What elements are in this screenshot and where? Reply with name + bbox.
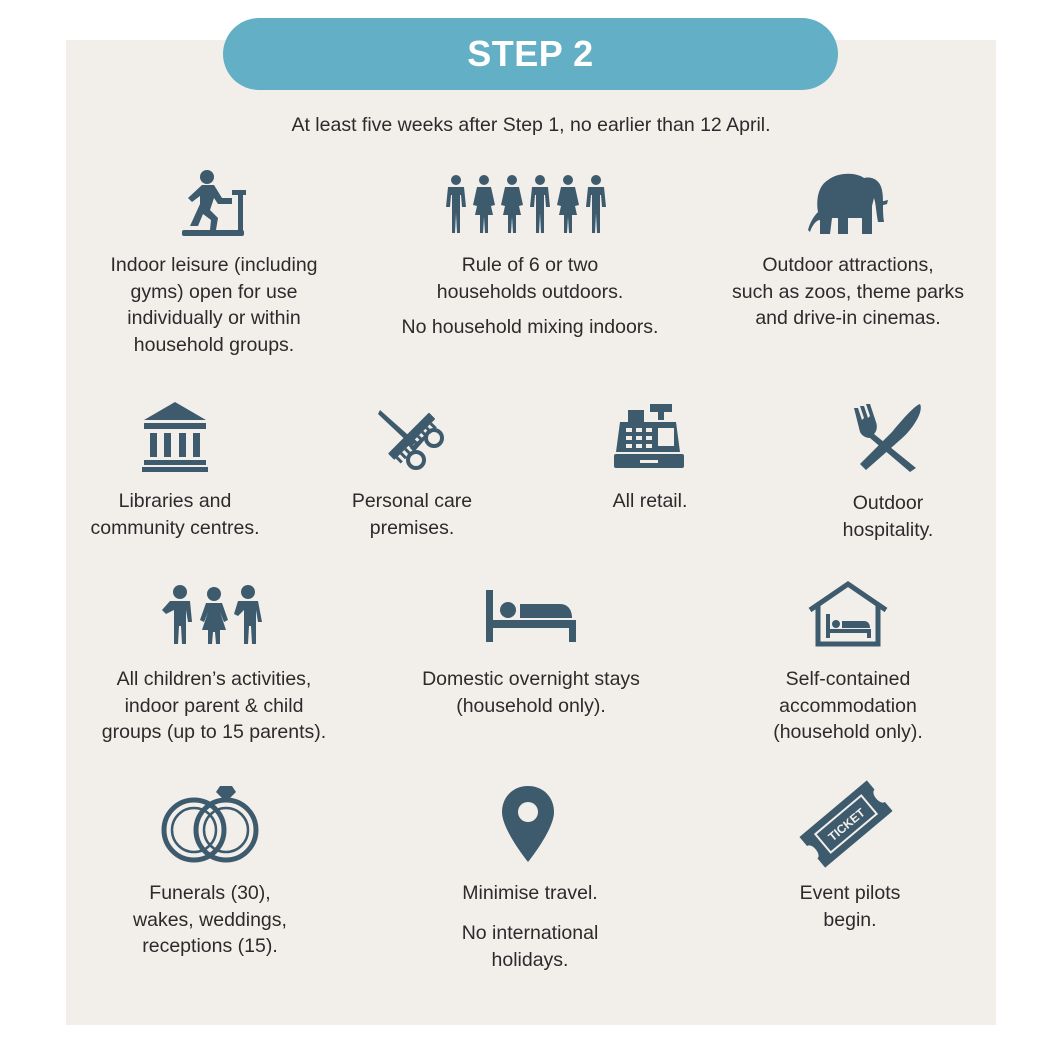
fork-knife-icon (852, 402, 924, 472)
item-line: (household only). (773, 721, 923, 743)
item-line: gyms) open for use (130, 280, 298, 303)
item-event-pilots (740, 776, 960, 936)
item-childrens-activities (74, 584, 354, 754)
subtitle: At least five weeks after Step 1, no earlier than 12 April. (291, 114, 771, 136)
item-line: begin. (823, 908, 877, 931)
item-line: (household only). (456, 694, 606, 717)
six-people-icon (445, 175, 615, 235)
item-line: Event pilots (799, 882, 901, 904)
ticket-label: TICKET (825, 805, 868, 845)
item-line: wakes, weddings, (133, 908, 287, 931)
item-line: hospitality. (842, 518, 934, 541)
step-title: STEP 2 (467, 33, 594, 74)
house-bed-icon (806, 580, 890, 648)
item-all-retail (570, 400, 730, 520)
parent-children-icon (162, 584, 266, 646)
step-banner (223, 18, 838, 90)
cash-register-icon (614, 404, 684, 470)
item-line: Minimise travel. (462, 882, 598, 904)
item-outdoor-hospitality (800, 400, 976, 545)
item-overnight-stays (396, 584, 666, 724)
item-minimise-travel (420, 786, 640, 986)
item-line: Self-contained (785, 668, 911, 690)
ticket-icon (798, 776, 894, 872)
item-line: Rule of 6 or two (461, 254, 599, 276)
item-line: All retail. (612, 490, 688, 512)
item-line: households outdoors. (436, 280, 624, 303)
item-line: No household mixing indoors. (401, 316, 659, 338)
item-line: All children’s activities, (116, 668, 312, 690)
item-self-contained (720, 584, 976, 754)
item-outdoor-attractions (700, 168, 996, 338)
item-line: Domestic overnight stays (422, 668, 640, 690)
item-line: Indoor leisure (including (110, 254, 318, 276)
item-line: community centres. (90, 516, 260, 539)
item-line: receptions (15). (142, 935, 278, 957)
bed-icon (486, 590, 576, 642)
scissors-comb-icon (376, 402, 448, 474)
library-building-icon (142, 402, 208, 472)
item-libraries (70, 400, 280, 545)
item-funerals-weddings (100, 780, 320, 970)
item-line: Libraries and (118, 490, 232, 512)
item-line: Personal care (351, 490, 473, 512)
item-line: individually or within (127, 307, 301, 329)
item-line: and drive-in cinemas. (755, 307, 941, 329)
item-personal-care (320, 400, 504, 545)
location-pin-icon (500, 786, 556, 862)
item-line: accommodation (779, 694, 917, 717)
item-line: Outdoor attractions, (762, 254, 934, 276)
item-rule-of-six (380, 170, 680, 350)
item-line: groups (up to 15 parents). (101, 721, 327, 743)
elephant-icon (808, 170, 888, 238)
item-line: household groups. (133, 333, 295, 356)
treadmill-runner-icon (180, 168, 250, 240)
item-indoor-leisure (84, 168, 344, 358)
item-line: No international (461, 922, 599, 944)
item-line: indoor parent & child (124, 694, 304, 717)
wedding-rings-icon (158, 782, 262, 866)
item-line: premises. (369, 516, 455, 539)
item-line: Outdoor (852, 492, 924, 514)
item-line: Funerals (30), (149, 882, 271, 904)
item-line: such as zoos, theme parks (732, 280, 964, 303)
item-line: holidays. (491, 948, 569, 971)
